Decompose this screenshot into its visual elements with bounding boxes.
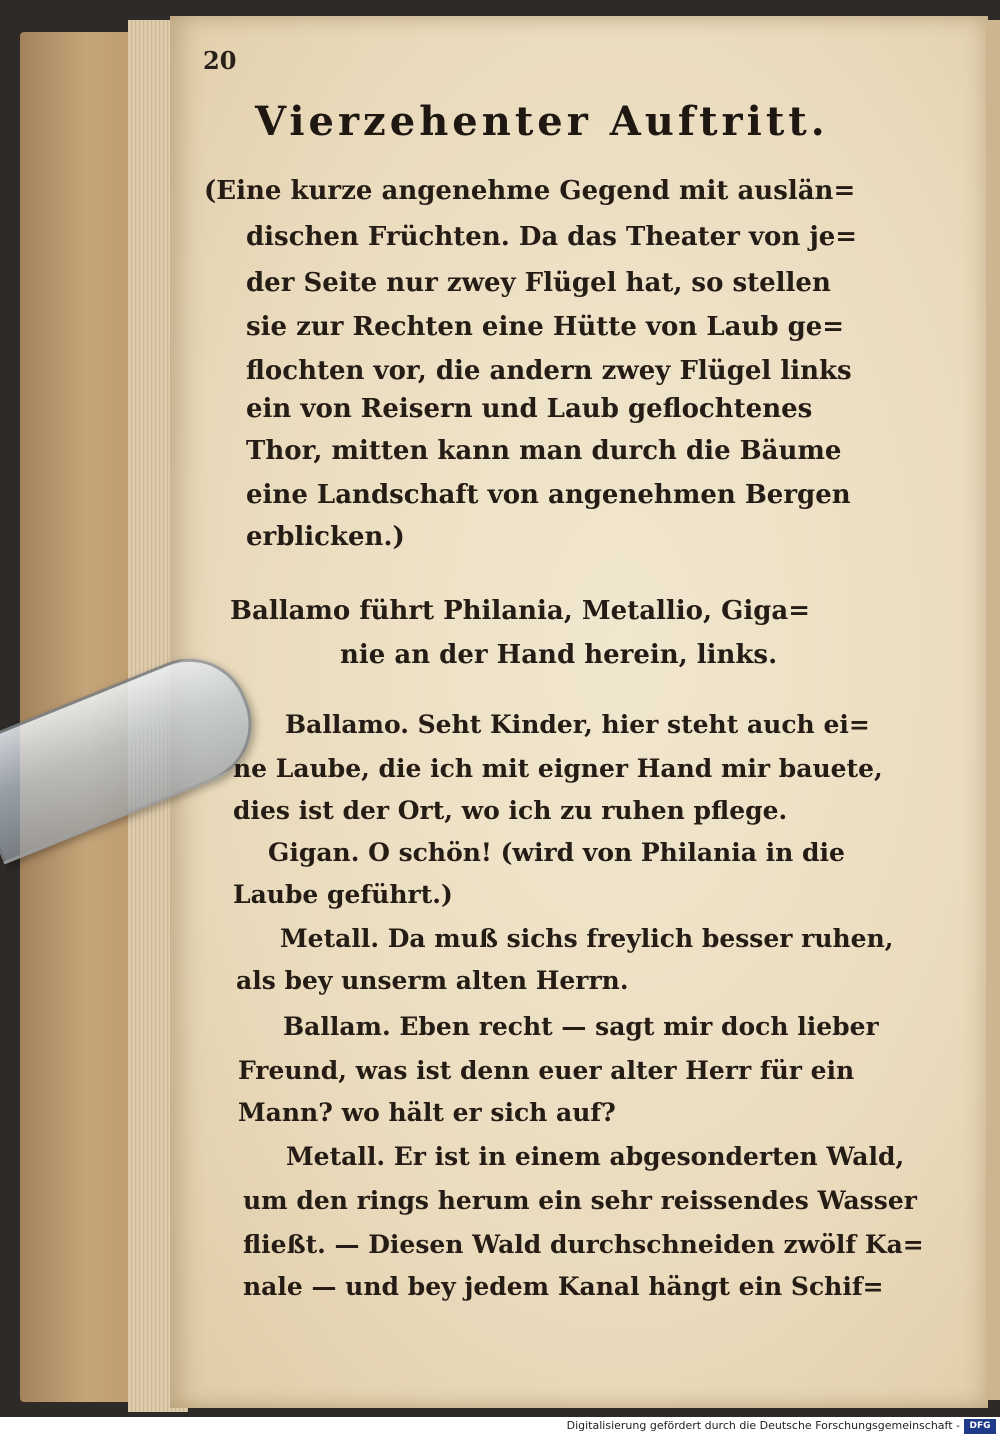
footer-bar [0,1417,1000,1437]
stage-direction-line: Thor, mitten kann man durch die Bäume [246,436,842,466]
dialogue-line: Ballam. Eben recht — sagt mir doch lieber [283,1012,879,1041]
dialogue-line: fließt. — Diesen Wald durchschneiden zwölf Ka= [243,1230,924,1259]
dialogue-line: ne Laube, die ich mit eigner Hand mir bauete, [233,754,883,783]
stage-direction-line: flochten vor, die andern zwey Flügel links [246,356,852,386]
entrance-line: nie an der Hand herein, links. [340,640,778,670]
stage-direction-line: erblicken.) [246,522,405,552]
dialogue-line: um den rings herum ein sehr reissendes Wasser [243,1186,917,1215]
dialogue-line: Ballamo. Seht Kinder, hier steht auch ei= [285,710,870,739]
dialogue-line: dies ist der Ort, wo ich zu ruhen pflege. [233,796,788,825]
stage-direction-line: sie zur Rechten eine Hütte von Laub ge= [246,312,845,342]
dialogue-line: nale — und bey jedem Kanal hängt ein Schif= [243,1272,884,1301]
stage-direction-line: dischen Früchten. Da das Theater von je= [246,222,858,252]
stage-direction-line: der Seite nur zwey Flügel hat, so stellen [246,268,831,298]
stage-direction-line: eine Landschaft von angenehmen Bergen [246,480,851,510]
dialogue-line: Laube geführt.) [233,880,453,909]
dialogue-line: Metall. Da muß sichs freylich besser ruhen, [280,924,894,953]
page-number: 20 [203,46,237,75]
funding-credit: Digitalisierung gefördert durch die Deutsche Forschungsgemeinschaft - [566,1419,960,1432]
scene-heading: Vierzehenter Auftritt. [255,98,829,145]
dialogue-line: Mann? wo hält er sich auf? [238,1098,616,1127]
dialogue-line: Gigan. O schön! (wird von Philania in die [268,838,845,867]
dialogue-line: Freund, was ist denn euer alter Herr für ein [238,1056,855,1085]
entrance-line: Ballamo führt Philania, Metallio, Giga= [230,596,811,626]
next-page-edge [986,20,1000,1400]
dialogue-line: Metall. Er ist in einem abgesonderten Wald, [286,1142,905,1171]
dfg-logo: DFG [964,1419,996,1434]
dialogue-line: als bey unserm alten Herrn. [236,966,629,995]
stage-direction-line: (Eine kurze angenehme Gegend mit auslän= [204,176,856,206]
stage-direction-line: ein von Reisern und Laub geflochtenes [246,394,813,424]
